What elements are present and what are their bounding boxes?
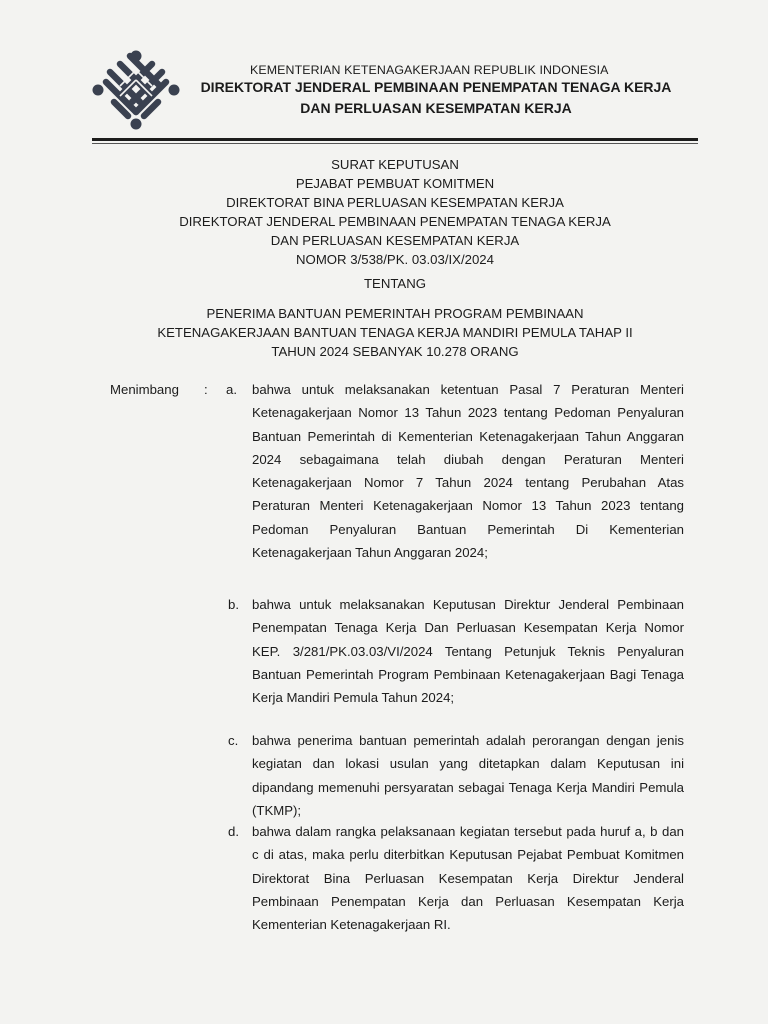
item-letter: a. xyxy=(226,382,237,397)
subject-line: TAHUN 2024 SEBANYAK 10.278 ORANG xyxy=(271,344,519,359)
consideration-item: bahwa dalam rangka pelaksanaan kegiatan tersebut pada huruf a, b dan c di atas, maka perlu diterbitkan Keputusan Pejabat Pembuat Komitmen Direktorat Bina Perluasan Kesempatan Kerja Direktur Jenderal Pembinaan Penempatan Kerja dan Perluasan Kesempatan Kerja Kementerian Ketenagakerjaan RI. xyxy=(252,824,684,933)
subject-line: KETENAGAKERJAAN BANTUAN TENAGA KERJA MANDIRI PEMULA TAHAP II xyxy=(157,325,633,340)
title-line: DIREKTORAT BINA PERLUASAN KESEMPATAN KERJA xyxy=(226,195,564,210)
title-line: DIREKTORAT JENDERAL PEMBINAAN PENEMPATAN TENAGA KERJA xyxy=(179,214,611,229)
letterhead-divider xyxy=(92,138,698,141)
decree-subject xyxy=(100,304,690,361)
subject-line: PENERIMA BANTUAN PEMERINTAH PROGRAM PEMBINAAN xyxy=(206,306,584,321)
item-letter: b. xyxy=(228,597,239,612)
tentang-heading: TENTANG xyxy=(363,276,427,291)
consideration-item: bahwa untuk melaksanakan ketentuan Pasal 7 Peraturan Menteri Ketenagakerjaan Nomor 13 Tahun 2023 tentang Pedoman Penyaluran Bantuan Pemerintah di Kementerian Ketenagakerjaan Tahun Anggaran 2024 sebagaimana telah diubah dengan Peraturan Menteri Ketenagakerjaan Nomor 7 Tahun 2024 tentang Perubahan Atas Peraturan Menteri Ketenagakerjaan Nomor 13 Tahun 2023 tentang Pedoman Penyaluran Bantuan Pemerintah Di Kementerian Ketenagakerjaan Tahun Anggaran 2024; xyxy=(252,382,684,561)
item-letter: c. xyxy=(228,733,239,748)
consideration-item: bahwa penerima bantuan pemerintah adalah perorangan dengan jenis kegiatan dan lokasi usulan yang ditetapkan dalam Keputusan ini dipandang memenuhi persyaratan sebagai Tenaga Kerja Mandiri Pemula (TKMP); xyxy=(252,733,684,818)
title-line: PEJABAT PEMBUAT KOMITMEN xyxy=(295,176,495,191)
ministry-name: KEMENTERIAN KETENAGAKERJAAN REPUBLIK INDONESIA xyxy=(250,63,609,77)
decree-number: NOMOR 3/538/PK. 03.03/IX/2024 xyxy=(296,252,494,267)
directorate-name-line1: DIREKTORAT JENDERAL PEMBINAAN PENEMPATAN TENAGA KERJA xyxy=(200,79,672,95)
ministry-logo-icon xyxy=(90,50,182,130)
title-line: DAN PERLUASAN KESEMPATAN KERJA xyxy=(270,233,520,248)
directorate-name-line2: DAN PERLUASAN KESEMPATAN KERJA xyxy=(300,100,572,116)
consideration-item: bahwa untuk melaksanakan Keputusan Direktur Jenderal Pembinaan Penempatan Tenaga Kerja Dan Perluasan Kesempatan Kerja Nomor KEP. 3/281/PK.03.03/VI/2024 Tentang Petunjuk Teknis Penyaluran Bantuan Pemerintah Program Pembinaan Ketenagakerjaan Bagi Tenaga Kerja Mandiri Pemula Tahun 2024; xyxy=(252,597,684,706)
title-line: SURAT KEPUTUSAN xyxy=(331,157,459,172)
item-letter: d. xyxy=(228,824,239,839)
decree-title xyxy=(100,155,690,269)
letterhead-divider-thin xyxy=(92,143,698,144)
considerations-colon: : xyxy=(204,382,208,397)
considerations-label: Menimbang xyxy=(110,382,179,397)
